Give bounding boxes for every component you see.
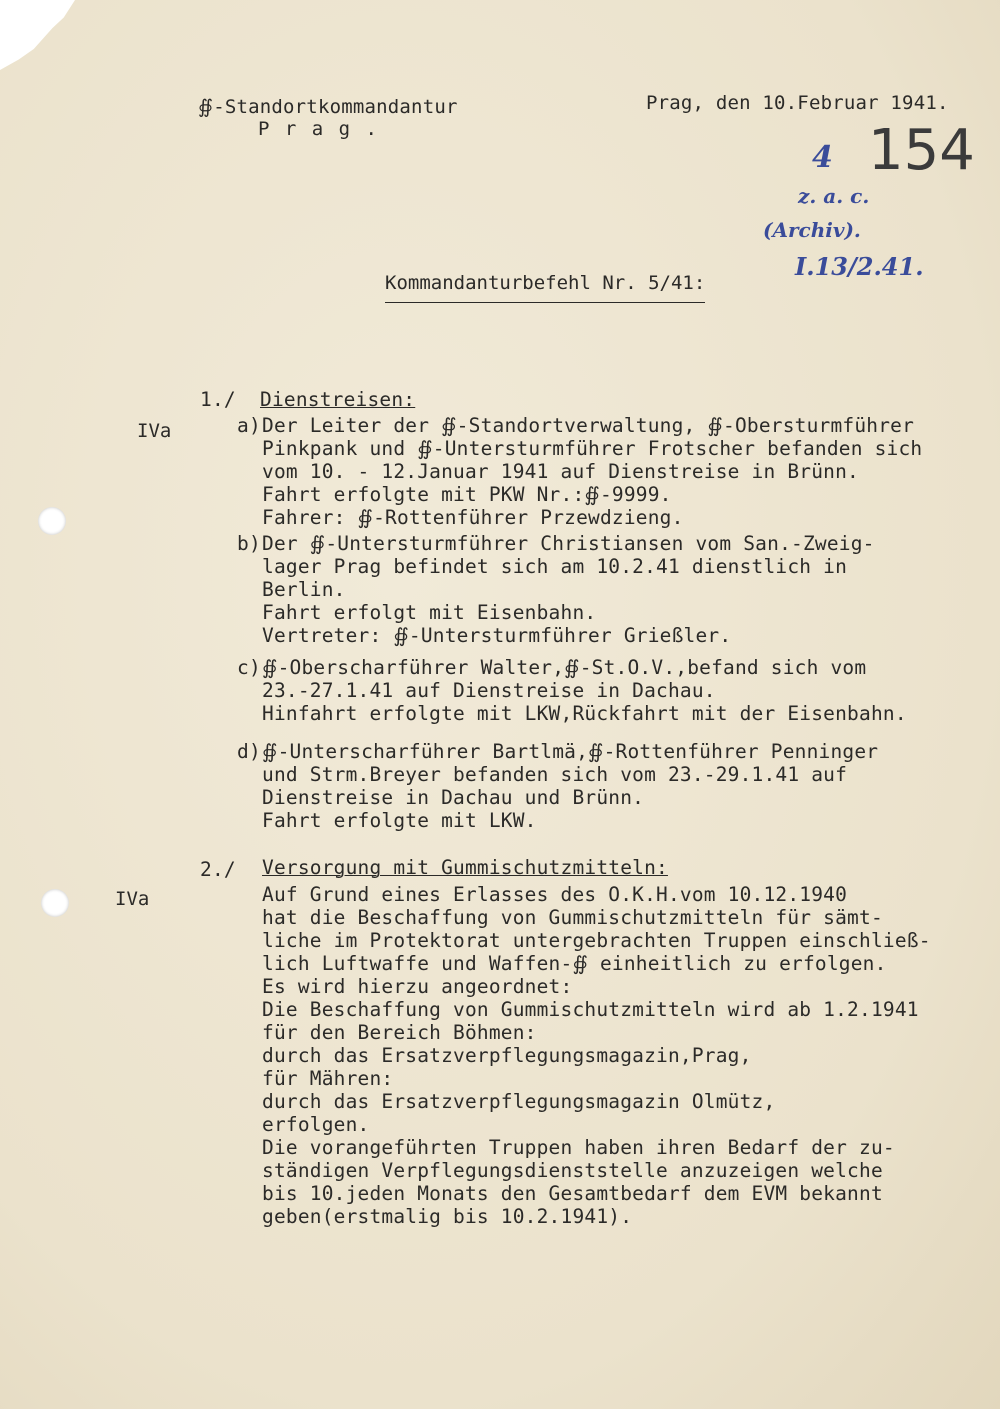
handwritten-note-1: 4: [812, 140, 833, 175]
item-a-line-4: Fahrt erfolgte mit PKW Nr.:∯-9999.: [262, 483, 672, 506]
section-2-line-14: bis 10.jeden Monats den Gesamtbedarf dem EVM bekannt: [262, 1182, 883, 1205]
section-1-number: 1./: [200, 388, 236, 411]
section-2-heading: Versorgung mit Gummischutzmitteln:: [262, 856, 668, 879]
section-2-line-2: hat die Beschaffung von Gummischutzmitteln für sämt-: [262, 906, 883, 929]
handwritten-note-4: I.13/2.41.: [795, 252, 924, 281]
item-a-line-1: Der Leiter der ∯-Standortverwaltung, ∯-Obersturmführer: [262, 414, 915, 437]
section-1-margin-code: IVa: [137, 420, 172, 442]
section-2-line-12: Die vorangeführten Truppen haben ihren Bedarf der zu-: [262, 1136, 895, 1159]
section-2-line-9: für Mähren:: [262, 1067, 394, 1090]
section-2-number: 2./: [200, 858, 236, 881]
section-2-line-6: Die Beschaffung von Gummischutzmitteln wird ab 1.2.1941: [262, 998, 919, 1021]
punch-hole-bottom: [41, 889, 69, 917]
item-b-line-4: Fahrt erfolgt mit Eisenbahn.: [262, 601, 597, 624]
section-2-line-10: durch das Ersatzverpflegungsmagazin Olmütz,: [262, 1090, 776, 1113]
item-b-line-3: Berlin.: [262, 578, 346, 601]
item-b-label: b): [237, 532, 261, 555]
section-2-line-3: liche im Protektorat untergebrachten Truppen einschließ-: [262, 929, 931, 952]
item-b-line-5: Vertreter: ∯-Untersturmführer Grießler.: [262, 624, 732, 647]
item-c-line-2: 23.-27.1.41 auf Dienstreise in Dachau.: [262, 679, 716, 702]
org-line-2: P r a g .: [258, 118, 379, 140]
section-2-line-11: erfolgen.: [262, 1113, 370, 1136]
item-b-line-1: Der ∯-Untersturmführer Christiansen vom San.-Zweig-: [262, 532, 875, 555]
item-a-label: a): [237, 414, 261, 437]
item-a-line-3: vom 10. - 12.Januar 1941 auf Dienstreise in Brünn.: [262, 460, 859, 483]
handwritten-note-3: (Archiv).: [763, 218, 861, 242]
item-a-line-2: Pinkpank und ∯-Untersturmführer Frotscher befanden sich: [262, 437, 923, 460]
item-d-label: d): [237, 740, 261, 763]
item-c-label: c): [237, 656, 261, 679]
handwritten-note-2: z. a. c.: [798, 184, 870, 208]
item-a-line-5: Fahrer: ∯-Rottenführer Przewdzieng.: [262, 506, 684, 529]
section-2-line-15: geben(erstmalig bis 10.2.1941).: [262, 1205, 633, 1228]
item-b-line-2: lager Prag befindet sich am 10.2.41 dienstlich in: [262, 555, 848, 578]
item-c-line-3: Hinfahrt erfolgte mit LKW,Rückfahrt mit der Eisenbahn.: [262, 702, 907, 725]
section-2-line-5: Es wird hierzu angeordnet:: [262, 975, 573, 998]
item-d-line-1: ∯-Unterscharführer Bartlmä,∯-Rottenführer Penninger: [262, 740, 879, 763]
item-c-line-1: ∯-Oberscharführer Walter,∯-St.O.V.,befand sich vom: [262, 656, 867, 679]
section-2-line-7: für den Bereich Böhmen:: [262, 1021, 537, 1044]
section-2-line-13: ständigen Verpflegungsdienststelle anzuzeigen welche: [262, 1159, 883, 1182]
place-date: Prag, den 10.Februar 1941.: [646, 92, 949, 114]
section-2-line-1: Auf Grund eines Erlasses des O.K.H.vom 10.12.1940: [262, 883, 848, 906]
item-d-line-2: und Strm.Breyer befanden sich vom 23.-29.1.41 auf: [262, 763, 848, 786]
punch-hole-top: [38, 507, 66, 535]
item-d-line-4: Fahrt erfolgte mit LKW.: [262, 809, 537, 832]
section-1-heading: Dienstreisen:: [260, 388, 416, 411]
handwritten-number: 154: [868, 118, 975, 183]
section-2-line-4: lich Luftwaffe und Waffen-∯ einheitlich zu erfolgen.: [262, 952, 887, 975]
document-title: Kommandanturbefehl Nr. 5/41:: [385, 272, 705, 303]
section-2-line-8: durch das Ersatzverpflegungsmagazin,Prag,: [262, 1044, 752, 1067]
org-line-1: ∯-Standortkommandantur: [198, 96, 458, 118]
item-d-line-3: Dienstreise in Dachau und Brünn.: [262, 786, 645, 809]
section-2-margin-code: IVa: [115, 888, 150, 910]
